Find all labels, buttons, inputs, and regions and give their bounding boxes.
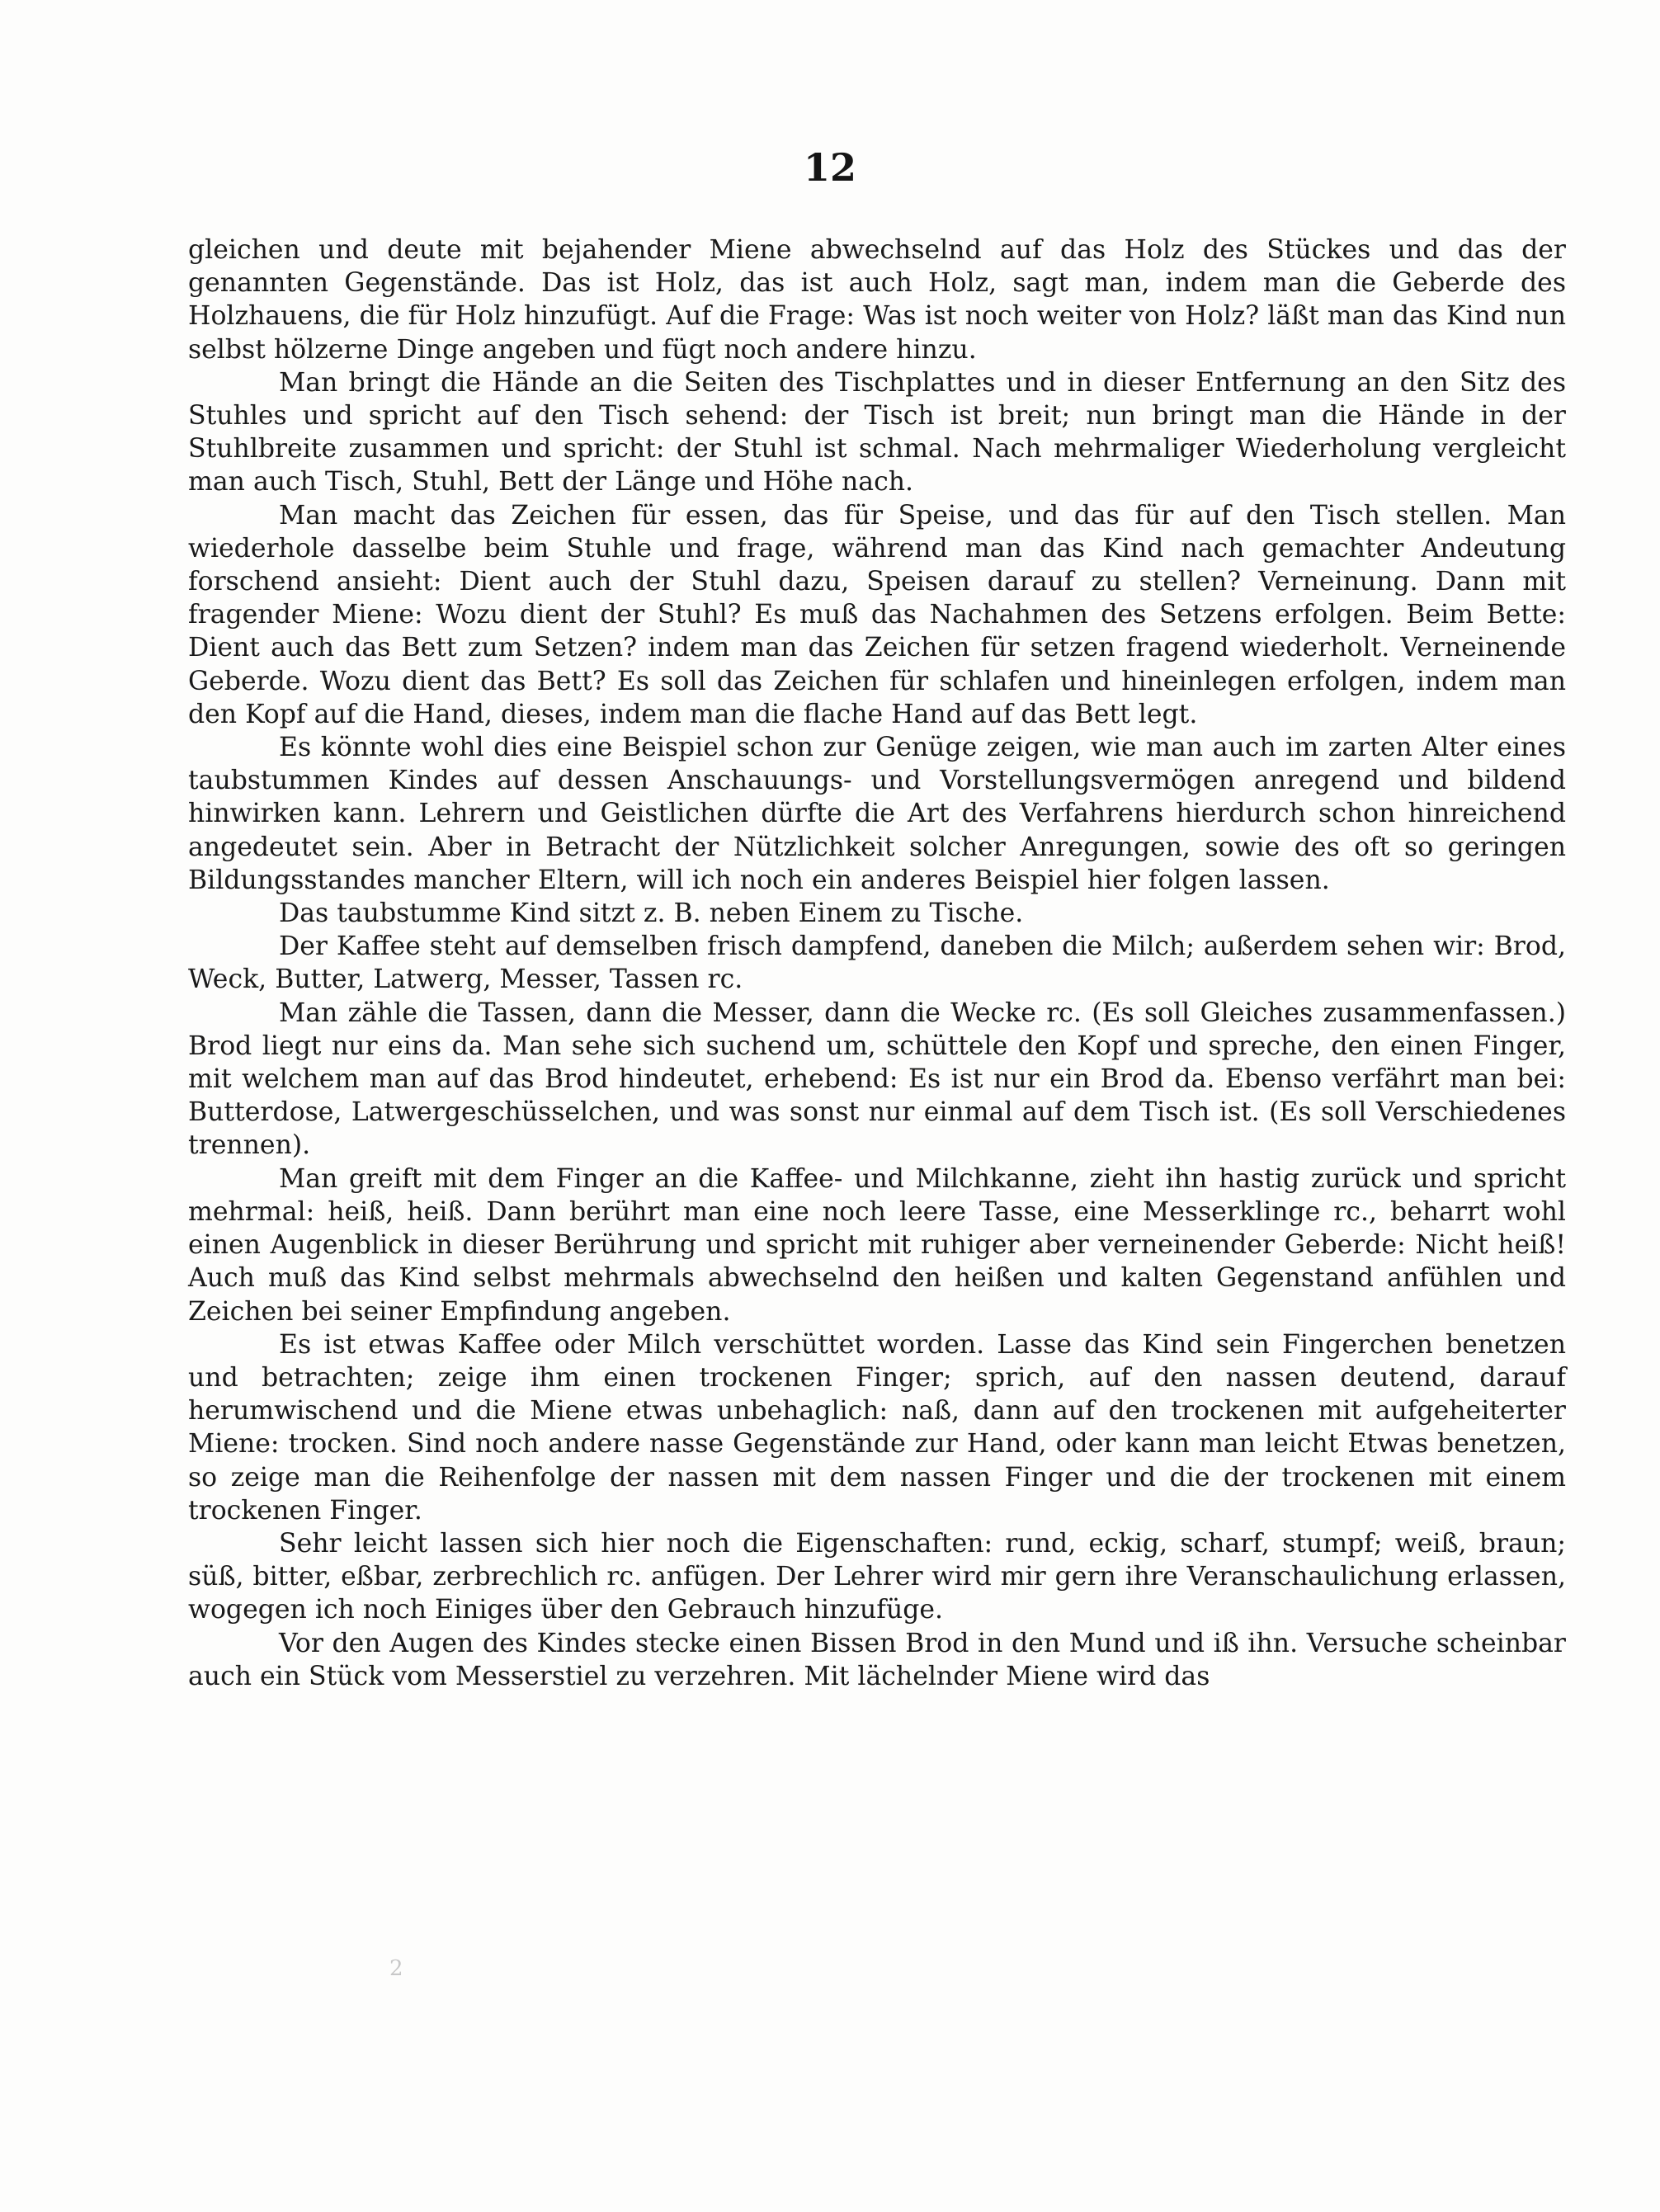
paragraph: Man zähle die Tassen, dann die Messer, dann die Wecke rc. (Es soll Gleiches zusammenfassen.) Brod liegt nur eins da. Man sehe sich suchend um, schüttele den Kopf und spreche, den einen Finger, mit welchem man auf das Brod hindeutet, erhebend: Es ist nur ein Brod da. Ebenso verfährt man bei: Butterdose, Latwergeschüsselchen, und was sonst nur einmal auf dem Tisch ist. (Es soll Verschiedenes trennen).: [188, 998, 1566, 1161]
paragraph: Das taubstumme Kind sitzt z. B. neben Einem zu Tische.: [279, 898, 1024, 929]
paragraph: Man greift mit dem Finger an die Kaffee- und Milchkanne, zieht ihn hastig zurück und spricht mehrmal: heiß, heiß. Dann berührt man eine noch leere Tasse, eine Messerklinge rc., beharrt wohl einen Augenblick in dieser Berührung und spricht mit ruhiger aber verneinender Geberde: Nicht heiß! Auch muß das Kind selbst mehrmals abwechselnd den heißen und kalten Gegenstand anfühlen und Zeichen bei seiner Empfindung angeben.: [188, 1163, 1566, 1327]
paragraph: Man bringt die Hände an die Seiten des Tischplattes und in dieser Entfernung an den Sitz des Stuhles und spricht auf den Tisch sehend: der Tisch ist breit; nun bringt man die Hände in der Stuhlbreite zusammen und spricht: der Stuhl ist schmal. Nach mehrmaliger Wiederholung vergleicht man auch Tisch, Stuhl, Bett der Länge und Höhe nach.: [188, 367, 1566, 498]
paragraph: Es ist etwas Kaffee oder Milch verschüttet worden. Lasse das Kind sein Fingerchen benetzen und betrachten; zeige ihm einen trockenen Finger; sprich, auf den nassen deutend, darauf herumwischend und die Miene etwas unbehaglich: naß, dann auf den trockenen mit aufgeheiterter Miene: trocken. Sind noch andere nasse Gegenstände zur Hand, oder kann man leicht Etwas benetzen, so zeige man die Reihenfolge der nassen mit dem nassen Finger und die der trockenen mit einem trockenen Finger.: [188, 1329, 1566, 1526]
paragraph: Der Kaffee steht auf demselben frisch dampfend, daneben die Milch; außerdem sehen wir: Brod, Weck, Butter, Latwerg, Messer, Tassen rc.: [188, 931, 1566, 995]
paragraph: Es könnte wohl dies eine Beispiel schon zur Genüge zeigen, wie man auch im zarten Alter eines taubstummen Kindes auf dessen Anschauungs- und Vorstellungsvermögen anregend und bildend hinwirken kann. Lehrern und Geistlichen dürfte die Art des Verfahrens hierdurch schon hinreichend angedeutet sein. Aber in Betracht der Nützlichkeit solcher Anregungen, sowie des oft so geringen Bildungsstandes mancher Eltern, will ich noch ein anderes Beispiel hier folgen lassen.: [188, 733, 1566, 895]
paragraph: Sehr leicht lassen sich hier noch die Eigenschaften: rund, eckig, scharf, stumpf; weiß, braun; süß, bitter, eßbar, zerbrechlich rc. anfügen. Der Lehrer wird mir gern ihre Veranschaulichung erlassen, wogegen ich noch Einiges über den Gebrauch hinzufüge.: [188, 1528, 1566, 1625]
paragraph: Man macht das Zeichen für essen, das für Speise, und das für auf den Tisch stellen. Man wiederhole dasselbe beim Stuhle und frage, während man das Kind nach gemachter Andeutung forschend ansieht: Dient auch der Stuhl dazu, Speisen darauf zu stellen? Verneinung. Dann mit fragender Miene: Wozu dient der Stuhl? Es muß das Nachahmen des Setzens erfolgen. Beim Bette: Dient auch das Bett zum Setzen? indem man das Zeichen für setzen fragend wiederholt. Verneinende Geberde. Wozu dient das Bett? Es soll das Zeichen für schlafen und hineinlegen erfolgen, indem man den Kopf auf die Hand, dieses, indem man die flache Hand auf das Bett legt.: [188, 500, 1566, 729]
paragraph-continuation: gleichen und deute mit bejahender Miene abwechselnd auf das Holz des Stückes und das der genannten Gegenstände. Das ist Holz, das ist auch Holz, sagt man, indem man die Geberde des Holzhauens, die für Holz hinzufügt. Auf die Frage: Was ist noch weiter von Holz? läßt man das Kind nun selbst hölzerne Dinge angeben und fügt noch andere hinzu.: [188, 235, 1566, 365]
body-text: [188, 233, 1566, 1693]
page-number: 12: [803, 145, 856, 190]
paragraph-continues: Vor den Augen des Kindes stecke einen Bissen Brod in den Mund und iß ihn. Versuche scheinbar auch ein Stück vom Messerstiel zu verzehren. Mit lächelnder Miene wird das: [188, 1628, 1566, 1691]
faint-mark: 2: [389, 1956, 403, 1981]
